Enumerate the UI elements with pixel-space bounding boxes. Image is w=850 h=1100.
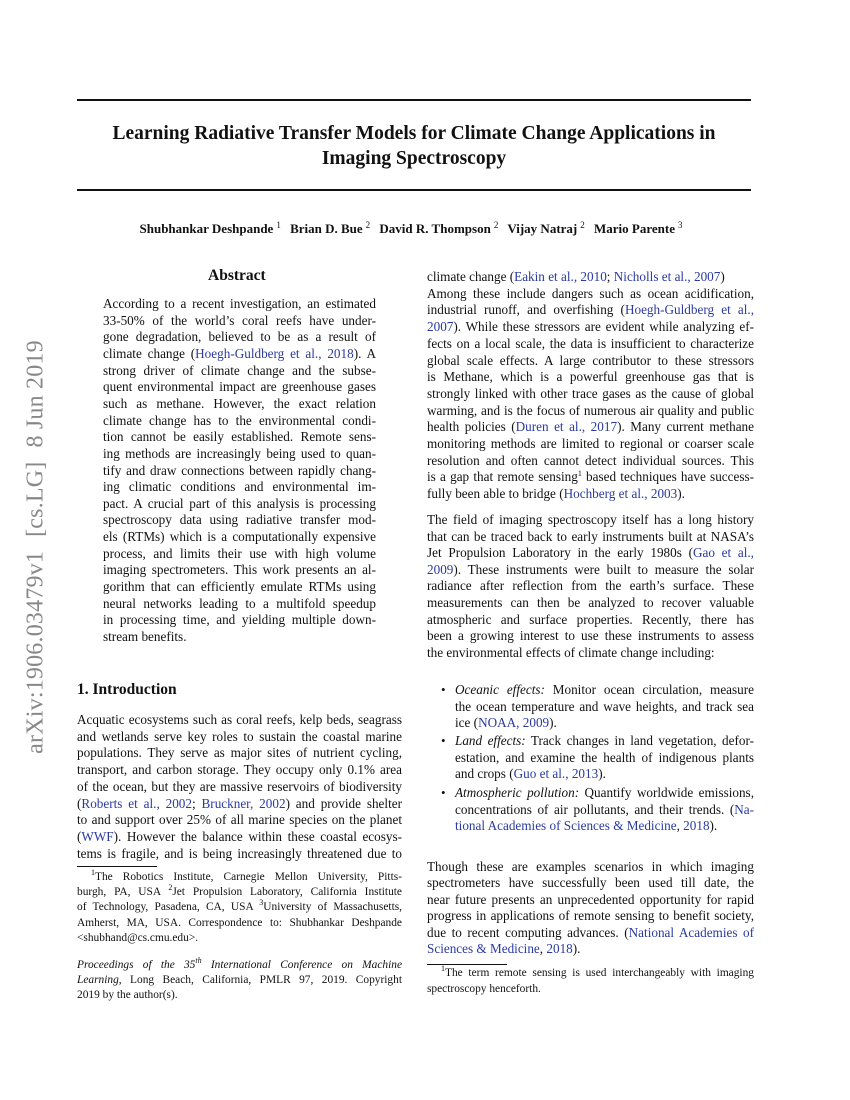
proceedings-line (77, 973, 402, 987)
right2-line (427, 545, 754, 561)
text-run: atmospheric and surface properties. Recently, there has (427, 611, 754, 627)
abstract-line (103, 562, 376, 578)
text-run: Monitor ocean circulation, measure (544, 682, 754, 697)
arxiv-id: arXiv:1906.03479v1 (22, 550, 49, 754)
citation-link[interactable]: 2007 (427, 319, 454, 335)
author-affiliation: 2 (365, 220, 371, 230)
text-run: that can be traced back to early instruments built at NASA’s (427, 528, 754, 544)
text-run: The field of imaging spectroscopy itself has a long history (427, 512, 754, 527)
text-run: quent environmental impact are greenhouse gases (103, 379, 376, 395)
right2-line (427, 595, 754, 611)
title-top-rule (77, 99, 751, 101)
superscript-marker: th (195, 956, 202, 965)
citation-link[interactable]: 2009 (427, 561, 454, 577)
bullet1-line (455, 699, 754, 715)
text-run: and wetlands serve key roles to sustain the coastal marine (77, 728, 402, 744)
text-run: climate change ( (427, 269, 515, 284)
intro-line (77, 729, 402, 745)
text-run: measurements can then be analyzed to recover valuable (427, 595, 754, 610)
text-run: <shubhand@cs.cmu.edu>. (77, 931, 199, 944)
text-run: concentrations of air pollutants, and their trends. ( (455, 801, 735, 817)
text-run: warming, and is the focus of numerous air quality and public (427, 402, 754, 418)
abstract-line (103, 612, 376, 628)
text-run: pact. A crucial part of this analysis is processing (103, 495, 376, 511)
bullet-icon: • (441, 733, 446, 748)
citation-link[interactable]: Nicholls et al., 2007 (613, 269, 721, 284)
right1-line (427, 453, 754, 469)
footnote-right-line (427, 982, 754, 996)
text-run: health policies ( (427, 419, 516, 435)
intro-line (77, 812, 402, 828)
author-affiliation: 2 (493, 220, 499, 230)
right1-line (427, 353, 754, 369)
arxiv-stamp (23, 326, 50, 754)
superscript-marker: 1 (91, 868, 95, 877)
text-run: ice ( (455, 715, 479, 731)
italic-text: Learning (77, 974, 119, 987)
bullet1-line (455, 682, 754, 698)
arxiv-category: [cs.LG] (22, 461, 49, 537)
right2-line (427, 529, 754, 545)
text-run: 33-50% of the world’s coral reefs have under- (103, 312, 376, 328)
footnote-right-line (441, 966, 754, 980)
bullet3-line (455, 802, 754, 818)
abstract-line (103, 446, 376, 462)
text-run: ) and provide shelter (285, 795, 402, 811)
right3-line (427, 875, 754, 891)
text-run: populations. They serve as major sites of nutrient cycling, (77, 745, 402, 761)
text-run: ). (549, 715, 557, 731)
intro-line (77, 846, 402, 862)
abstract-line (103, 379, 376, 395)
abstract-line (103, 363, 376, 379)
italic-text: Proceedings of the 35 (77, 959, 196, 971)
text-run: 2019 by the author(s). (77, 989, 178, 1002)
text-run: and crops ( (455, 766, 514, 782)
right1-line (427, 486, 754, 502)
citation-link[interactable]: NOAA, 2009 (478, 715, 550, 731)
text-run: ). (598, 766, 606, 782)
citation-link[interactable]: National Academies of (628, 924, 754, 940)
text-run: tems is fragile, and is being increasingly threatened due to (77, 845, 402, 861)
text-run: spectroscopy data using radiative transfer mod- (103, 512, 376, 528)
abstract-heading: Abstract (208, 267, 266, 284)
text-run: ). While these stressors are evident while analyzing ef- (453, 319, 754, 335)
author-name: Brian D. Bue (290, 221, 363, 236)
text-run: process, and limits their use with high volume (103, 545, 376, 561)
text-run: University of Massachusetts, (263, 901, 403, 914)
text-run: tify and draw connections between rapidly chang- (103, 462, 376, 478)
text-run: Jet Propulsion Laboratory in the early 1980s ( (427, 545, 693, 561)
citation-link[interactable]: Roberts et al., 2002 (81, 795, 192, 811)
citation-link[interactable]: WWF (81, 828, 114, 844)
text-run: global scale effects. A large contributor to these stressors (427, 352, 754, 368)
intro-line (77, 796, 402, 812)
text-run: Though these are examples scenarios in which imaging (427, 859, 754, 874)
citation-link[interactable]: Gao et al., (692, 545, 754, 561)
text-run: spectroscopy henceforth. (427, 982, 541, 995)
text-run: near future presents an unprecedented opportunity for rapid (427, 891, 754, 907)
text-run: Quantify worldwide emissions, (579, 785, 754, 800)
text-run: based techniques have success- (581, 469, 754, 485)
citation-link[interactable]: Duren et al., 2017 (515, 419, 618, 435)
abstract-line (103, 596, 376, 612)
citation-link[interactable]: Hoegh-Guldberg et al., 2018 (195, 345, 354, 361)
intro-line (77, 762, 402, 778)
right1-line (427, 302, 754, 318)
right1-line (427, 419, 754, 435)
intro-line (77, 745, 402, 761)
author-name: Mario Parente (594, 221, 675, 236)
bullet3-line (455, 818, 754, 834)
italic-text: International Conference on Machine (201, 959, 402, 971)
citation-link[interactable]: Hochberg et al., 2003 (563, 486, 678, 502)
footnote-left-line (77, 931, 402, 945)
text-run: monitoring methods are limited to regional or coarser scale (427, 436, 754, 451)
abstract-line (103, 579, 376, 595)
bullet-icon: • (441, 682, 446, 697)
text-run: industrial runoff, and overfishing ( (427, 302, 625, 318)
bullet3-line (455, 785, 754, 801)
right1-line (427, 319, 754, 335)
text-run: ). Many current methane (617, 419, 754, 435)
text-run: progress in applications of remote sensing to benefit society, (427, 908, 754, 924)
text-run: gorithm that can efficiently emulate RTMs using (103, 579, 376, 595)
abstract-line (103, 512, 376, 528)
text-run: Among these include dangers such as ocean acidification, (427, 285, 754, 301)
text-run: Acquatic ecosystems such as coral reefs, kelp beds, seagrass (77, 712, 402, 727)
text-run: strongly linked with other trace gases as the cause of global (427, 385, 754, 401)
author-list (77, 221, 751, 237)
text-run: due to recent computing advances. ( (427, 924, 629, 940)
right1-line (427, 269, 754, 285)
text-run: ). (677, 486, 685, 502)
text-run: ). However the balance within these coastal ecosys- (113, 828, 402, 844)
text-run: els (RTMs) which is a computationally expensive (103, 529, 376, 545)
text-run: ; (191, 795, 202, 811)
right3-line (427, 892, 754, 908)
right3-line (427, 908, 754, 924)
abstract-line (103, 329, 376, 345)
superscript-marker: 3 (259, 898, 264, 908)
citation-link[interactable]: Sciences & Medicine (427, 941, 540, 956)
right2-line (427, 512, 754, 528)
author-name: Vijay Natraj (507, 221, 578, 236)
text-run: fully been able to bridge ( (427, 486, 564, 502)
text-run: , (539, 941, 547, 956)
italic-text: Oceanic effects: (455, 682, 545, 697)
superscript-marker: 1 (441, 964, 445, 973)
abstract-line (103, 496, 376, 512)
paper-title-line-1: Learning Radiative Transfer Models for Climate Change Applications in (112, 123, 716, 144)
right1-line (427, 369, 754, 385)
right3-line (427, 925, 754, 941)
right2-line (427, 628, 754, 644)
bullet2-line (455, 750, 754, 766)
right1-line (427, 469, 754, 485)
footnote-left-line (91, 870, 402, 884)
italic-text: Atmospheric pollution: (455, 785, 580, 800)
text-run: ( (77, 828, 82, 844)
text-run: of the ocean, but they are massive reservoirs of biodiversity (77, 778, 402, 794)
text-run: ). A (353, 345, 376, 361)
bullet-icon: • (441, 785, 446, 800)
text-run: Amherst, MA, USA. Correspondence to: Shubhankar Deshpande (77, 916, 402, 929)
text-run: is Methane, which is a powerful greenhouse gas that is (427, 369, 754, 385)
bullet2-line (455, 733, 754, 749)
text-run: gone degradation, believed to be as a result of (103, 329, 376, 345)
abstract-line (103, 413, 376, 429)
right1-line (427, 336, 754, 352)
text-run: Jet Propulsion Laboratory, California Institute (172, 886, 402, 899)
abstract-line (103, 313, 376, 329)
right1-line (427, 286, 754, 302)
paper-title-line-2: Imaging Spectroscopy (321, 148, 507, 169)
intro-line (77, 829, 402, 845)
arxiv-date: 8 Jun 2019 (22, 340, 49, 448)
abstract-line (103, 529, 376, 545)
text-run: to and support over 25% of all marine species on the planet (77, 812, 402, 828)
text-run: imaging spectrometers. This work presents an al- (103, 562, 376, 578)
text-run: , Long Beach, California, PMLR 97, 2019. Copyright (118, 974, 402, 987)
footnote-left-line (77, 900, 402, 914)
text-run: ). (709, 818, 718, 834)
right1-line (427, 386, 754, 402)
text-run: in processing time, and yielding multiple down- (103, 612, 376, 628)
footnote-rule-right (427, 964, 507, 965)
abstract-line (103, 396, 376, 412)
author-name: Shubhankar Deshpande (139, 221, 274, 236)
text-run: ing methods are increasingly being used to quan- (103, 445, 376, 461)
text-run: stream benefits. (103, 629, 187, 644)
footnote-left-line (77, 916, 402, 930)
text-run: estation, and examine the health of indigenous plants (455, 749, 754, 765)
abstract-line (103, 629, 376, 645)
text-run: , (676, 818, 684, 834)
proceedings-line (77, 958, 402, 972)
citation-link[interactable]: Eakin et al., 2010 (514, 269, 607, 284)
proceedings-line (77, 988, 402, 1002)
text-run: ). (572, 941, 581, 956)
citation-link[interactable]: Bruckner, 2002 (201, 795, 286, 811)
text-run: ) (720, 269, 725, 284)
citation-link[interactable]: Guo et al., 2013 (513, 766, 599, 782)
text-run: transport, and carbon storage. They occupy only 0.1% area (77, 762, 402, 778)
italic-text: Land effects: (455, 733, 526, 748)
text-run: climate change has to the environmental condi- (103, 412, 376, 428)
author-name: David R. Thompson (379, 221, 491, 236)
citation-link[interactable]: 2018 (546, 941, 573, 956)
right2-line (427, 612, 754, 628)
abstract-line (103, 479, 376, 495)
author-affiliation: 3 (677, 220, 683, 230)
text-run: According to a recent investigation, an estimated (103, 296, 376, 311)
text-run: neural networks leading to a multifold speedup (103, 595, 376, 611)
intro-line (77, 712, 402, 728)
text-run: ( (77, 795, 82, 811)
text-run: the environmental effects of climate change including: (427, 644, 715, 660)
text-run: The term remote sensing is used interchangeably with imaging (445, 967, 754, 979)
text-run: tion cannot be easily established. Remote sens- (103, 429, 376, 445)
right2-line (427, 562, 754, 578)
superscript-marker: 1 (577, 469, 582, 479)
title-bottom-rule (77, 189, 751, 191)
author-affiliation: 1 (276, 220, 281, 230)
text-run: such as methane. However, the exact relation (103, 395, 376, 411)
text-run: ; (606, 269, 614, 284)
citation-link[interactable]: Na- (734, 801, 754, 817)
text-run: is a gap that remote sensing (427, 469, 578, 485)
abstract-line (103, 429, 376, 445)
bullet1-line (455, 715, 754, 731)
abstract-line (103, 296, 376, 312)
author-affiliation: 2 (580, 220, 585, 230)
citation-link[interactable]: tional Academies of Sciences & Medicine (455, 818, 677, 834)
text-run: resolution and often cannot detect individual sources. This (427, 452, 754, 468)
text-run: radiance after reflection from the earth’s surface. These (427, 578, 754, 594)
text-run: climate change ( (103, 345, 196, 361)
right1-line (427, 403, 754, 419)
citation-link[interactable]: Hoegh-Guldberg et al., (624, 302, 755, 318)
text-run: ). These instruments were built to measure the solar (453, 561, 754, 577)
footnote-rule-left (77, 866, 157, 867)
right2-line (427, 645, 754, 661)
text-run: strong driver of climate change and the subse- (103, 362, 376, 378)
text-run: fects on a local scale, the data is insufficient to characterize (427, 335, 754, 351)
text-run: the ocean temperature and wave heights, and track sea (455, 698, 754, 714)
text-run: Track changes in land vegetation, defor- (525, 733, 754, 748)
text-run: burgh, PA, USA (77, 886, 169, 899)
intro-line (77, 779, 402, 795)
text-run: The Robotics Institute, Carnegie Mellon University, Pitts- (95, 871, 402, 883)
right3-line (427, 859, 754, 875)
abstract-line (103, 463, 376, 479)
abstract-line (103, 546, 376, 562)
text-run: spectrometers have successfully been used till date, the (427, 875, 754, 891)
bullet2-line (455, 766, 754, 782)
right2-line (427, 578, 754, 594)
text-run: ing climatic conditions and environmental im- (103, 479, 376, 495)
citation-link[interactable]: 2018 (683, 818, 710, 834)
right1-line (427, 436, 754, 452)
superscript-marker: 2 (168, 883, 173, 893)
text-run: of Technology, Pasadena, CA, USA (77, 901, 260, 914)
right3-line (427, 941, 754, 957)
text-run: been a growing interest to use these instruments to assess (427, 628, 754, 644)
abstract-line (103, 346, 376, 362)
introduction-heading: 1. Introduction (77, 681, 177, 698)
footnote-left-line (77, 885, 402, 899)
